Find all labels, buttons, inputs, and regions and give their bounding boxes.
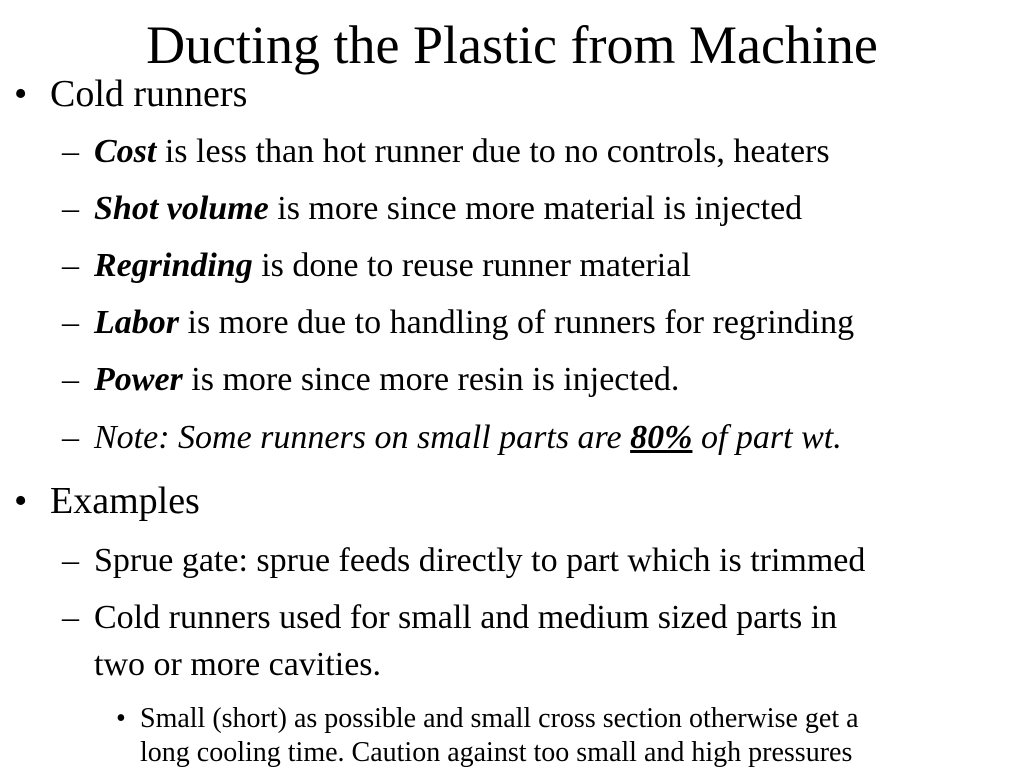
cost-term: Cost (94, 133, 157, 170)
labor-text: is more due to handling of runners for regrinding (179, 304, 855, 341)
dash-marker: – (62, 133, 79, 170)
sub-point-line1: Small (short) as possible and small cross section otherwise get a (140, 703, 859, 734)
cost-point (94, 132, 830, 172)
shot-volume-text: is more since more material is injected (268, 190, 803, 227)
regrinding-text: is done to reuse runner material (252, 247, 691, 284)
dash-marker: – (62, 304, 79, 341)
bullet-marker: • (14, 73, 28, 115)
labor-point (94, 303, 854, 343)
cold-runners-usage-line1: Cold runners used for small and medium sized parts in (94, 599, 838, 636)
regrinding-point (94, 246, 691, 286)
examples-heading: Examples (50, 480, 200, 522)
bullet-marker: • (14, 480, 28, 522)
dash-marker: – (62, 190, 79, 227)
dash-marker: – (62, 542, 79, 579)
dash-marker: – (62, 247, 79, 284)
regrinding-term: Regrinding (94, 247, 253, 284)
power-point (94, 360, 679, 400)
note-point (94, 418, 842, 458)
power-text: is more since more resin is injected. (182, 361, 680, 398)
sub-bullet-marker: • (116, 703, 126, 734)
dash-marker: – (62, 599, 79, 636)
sub-point-line2: long cooling time. Caution against too small and high pressures (140, 737, 853, 768)
note-text-before: Note: Some runners on small parts are (94, 419, 631, 456)
cold-runners-heading: Cold runners (50, 73, 248, 115)
labor-term: Labor (94, 304, 179, 341)
page-title: Ducting the Plastic from Machine (146, 15, 878, 75)
shot-volume-point (94, 189, 802, 229)
dash-marker: – (62, 361, 79, 398)
note-emphasis: 80% (630, 419, 693, 456)
sprue-gate-point: Sprue gate: sprue feeds directly to part which is trimmed (94, 542, 866, 579)
cold-runners-usage-line2: two or more cavities. (94, 646, 382, 683)
dash-marker: – (62, 419, 79, 456)
power-term: Power (94, 361, 183, 398)
cost-text: is less than hot runner due to no controls, heaters (156, 133, 830, 170)
shot-volume-term: Shot volume (94, 190, 269, 227)
note-text-after: of part wt. (692, 419, 842, 456)
